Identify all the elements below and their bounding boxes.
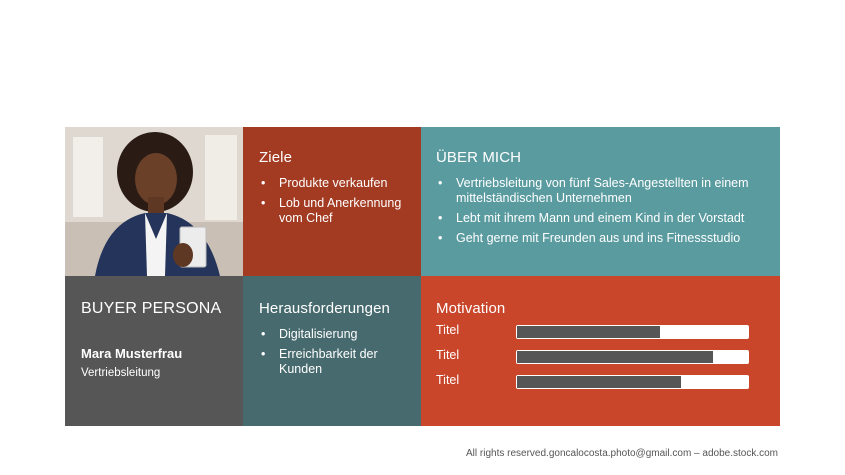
- about-me-item: • Geht gerne mit Freunden aus und ins Fitnessstudio: [436, 231, 766, 246]
- motivation-bar-fill: [517, 376, 681, 388]
- motivation-label: Titel: [436, 323, 460, 337]
- goals-item: • Lob und Anerkennung vom Chef: [259, 196, 407, 226]
- about-me-heading: ÜBER MICH: [436, 149, 522, 166]
- goals-list: [259, 176, 407, 226]
- motivation-row: [436, 323, 770, 348]
- motivation-label: Titel: [436, 373, 460, 387]
- motivation-bar-fill: [517, 326, 660, 338]
- motivation-bar-track: [516, 325, 749, 339]
- goals-item: • Produkte verkaufen: [259, 176, 407, 191]
- goals-panel: [243, 127, 421, 276]
- motivation-bar-fill: [517, 351, 713, 363]
- motivation-bar-track: [516, 375, 749, 389]
- about-me-item: • Vertriebsleitung von fünf Sales-Angestellten in einem mittelständischen Unternehmen: [436, 176, 766, 206]
- challenges-panel: [243, 276, 421, 426]
- copyright-footer: All rights reserved.goncalocosta.photo@gmail.com – adobe.stock.com: [466, 448, 778, 459]
- motivation-row: [436, 373, 770, 398]
- persona-name: Mara Musterfrau: [81, 346, 183, 361]
- goals-heading: Ziele: [259, 149, 293, 166]
- about-me-item: • Lebt mit ihrem Mann und einem Kind in der Vorstadt: [436, 211, 766, 226]
- motivation-heading: Motivation: [436, 300, 506, 317]
- about-me-list: [436, 176, 766, 246]
- challenges-item: • Digitalisierung: [259, 327, 411, 342]
- about-me-panel: [421, 127, 780, 276]
- persona-photo: [65, 127, 243, 276]
- motivation-bar-track: [516, 350, 749, 364]
- persona-grid: [65, 127, 780, 426]
- buyer-persona-panel: [65, 276, 243, 426]
- challenges-list: [259, 327, 411, 377]
- motivation-label: Titel: [436, 348, 460, 362]
- buyer-persona-title: BUYER PERSONA: [81, 300, 222, 317]
- motivation-row: [436, 348, 770, 373]
- persona-role: Vertriebsleitung: [81, 367, 161, 379]
- motivation-panel: [421, 276, 780, 426]
- challenges-heading: Herausforderungen: [259, 300, 390, 317]
- challenges-item: • Erreichbarkeit der Kunden: [259, 347, 411, 377]
